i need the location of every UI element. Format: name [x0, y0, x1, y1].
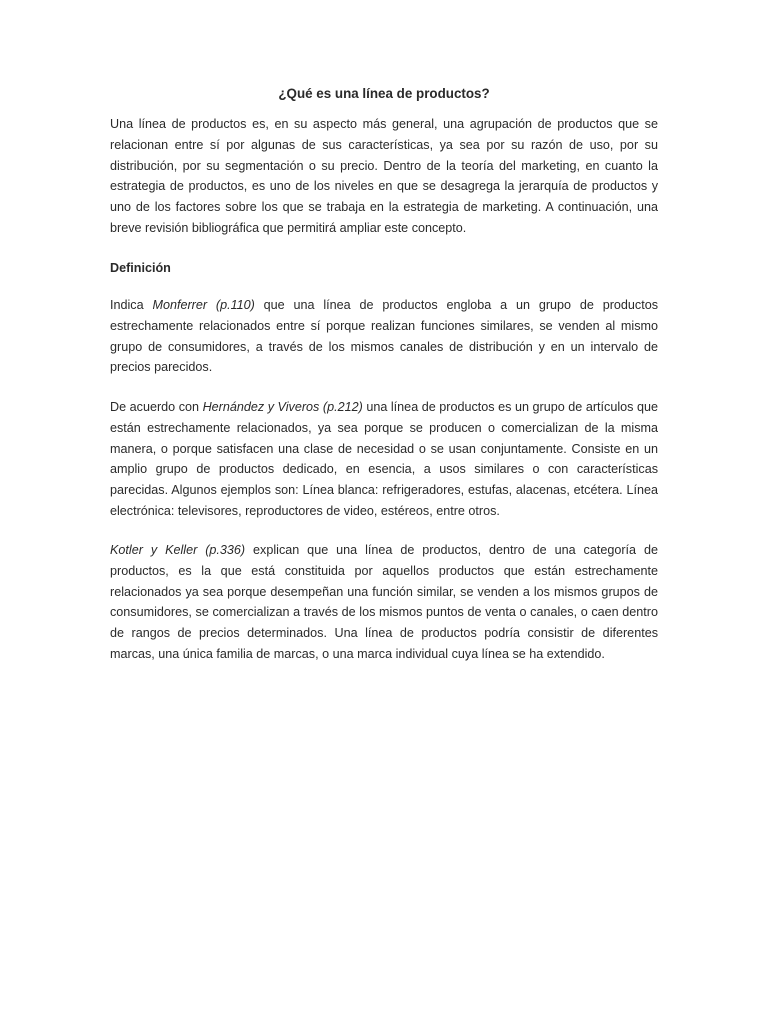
paragraph-lead: Indica	[110, 298, 153, 312]
citation: Monferrer (p.110)	[152, 298, 255, 312]
citation: Kotler y Keller (p.336)	[110, 543, 246, 557]
paragraph-body: explican que una línea de productos, dentro de una categoría de productos, es la que está constituida por aquellos productos que están estrechamente relacionados ya sea porque desempeñan una función similar, se venden a los mismos grupos de consumidores, se comercializan a través de los mismos puntos de venta o canales, o caen dentro de rangos de precios determinados. Una línea de productos podría consistir de diferentes marcas, una única familia de marcas, o una marca individual cuya línea se ha extendido.	[110, 543, 658, 661]
document-title: ¿Qué es una línea de productos?	[278, 86, 490, 101]
definition-paragraph-hernandez	[110, 397, 658, 522]
citation: Hernández y Viveros (p.212)	[202, 400, 363, 414]
paragraph-body: que una línea de productos engloba a un grupo de productos estrechamente relacionados entre sí porque realizan funciones similares, se venden al mismo grupo de consumidores, a través de los mismos canales de distribución y en un intervalo de precios parecidos.	[110, 298, 659, 375]
definition-paragraph-monferrer	[110, 295, 658, 378]
section-heading: Definición	[110, 261, 171, 275]
intro-paragraph: Una línea de productos es, en su aspecto más general, una agrupación de productos que se relacionan entre sí por algunas de sus características, ya sea por su razón de uso, por su distribución, por su segmentación o su precio. Dentro de la teoría del marketing, en cuanto la estrategia de productos, es uno de los niveles en que se desagrega la jerarquía de productos y uno de los factores sobre los que se trabaja en la estrategia de marketing. A continuación, una breve revisión bibliográfica que permitirá ampliar este concepto.	[110, 117, 658, 235]
paragraph-lead: De acuerdo con	[110, 400, 203, 414]
definition-paragraph-kotler	[110, 540, 658, 665]
paragraph-body: una línea de productos es un grupo de artículos que están estrechamente relacionados, ya sea porque se producen o comercializan de la misma manera, o porque satisfacen una clase de necesidad o se usan conjuntamente. Consiste en un amplio grupo de productos dedicado, en esencia, a usos similares o con características parecidas. Algunos ejemplos son: Línea blanca: refrigeradores, estufas, alacenas, etcétera. Línea electrónica: televisores, reproductores de video, estéreos, entre otros.	[110, 400, 659, 518]
